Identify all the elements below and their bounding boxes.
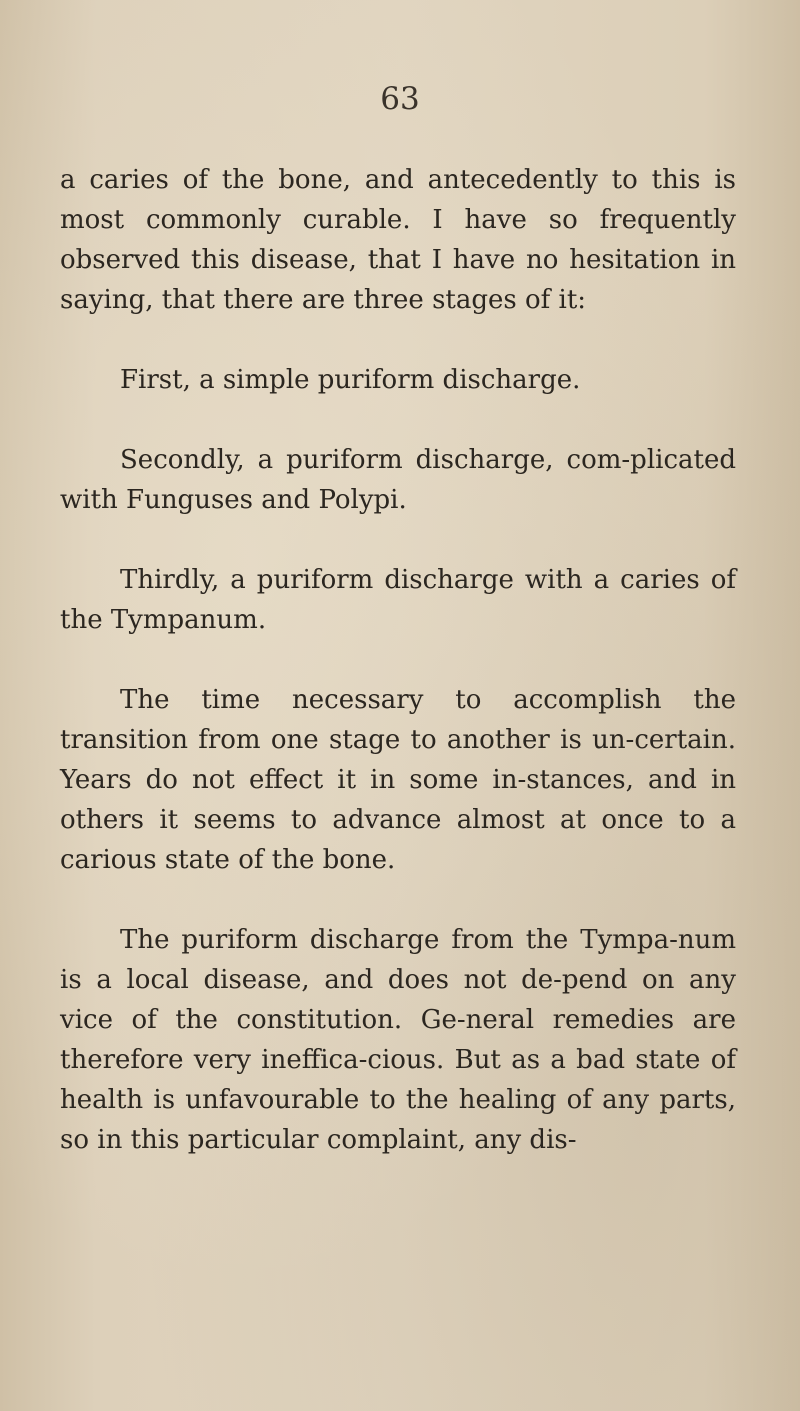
- paragraph-second-stage: Secondly, a puriform discharge, com-plicated with Funguses and Polypi.: [60, 445, 736, 515]
- body-text: [60, 160, 736, 1160]
- paragraph-local-disease: The puriform discharge from the Tympa-num is a local disease, and does not de-pend on any vice of the constitution. Ge-neral remedies are therefore very ineffica-cious. But as a bad state of health is unfavourable to the healing of any parts, so in this particular complaint, any dis-: [60, 925, 736, 1155]
- paragraph-transition-time: The time necessary to accomplish the transition from one stage to another is un-certain. Years do not effect it in some in-stances, and in others it seems to advance almost at once to a carious state of the bone.: [60, 685, 736, 875]
- page-number: 63: [380, 81, 420, 117]
- paragraph-third-stage: Thirdly, a puriform discharge with a caries of the Tympanum.: [60, 565, 736, 635]
- paragraph-caries-intro: a caries of the bone, and antecedently to this is most commonly curable. I have so frequently observed this disease, that I have no hesitation in saying, that there are three stages of it:: [60, 165, 736, 315]
- paragraph-first-stage: First, a simple puriform discharge.: [120, 365, 581, 395]
